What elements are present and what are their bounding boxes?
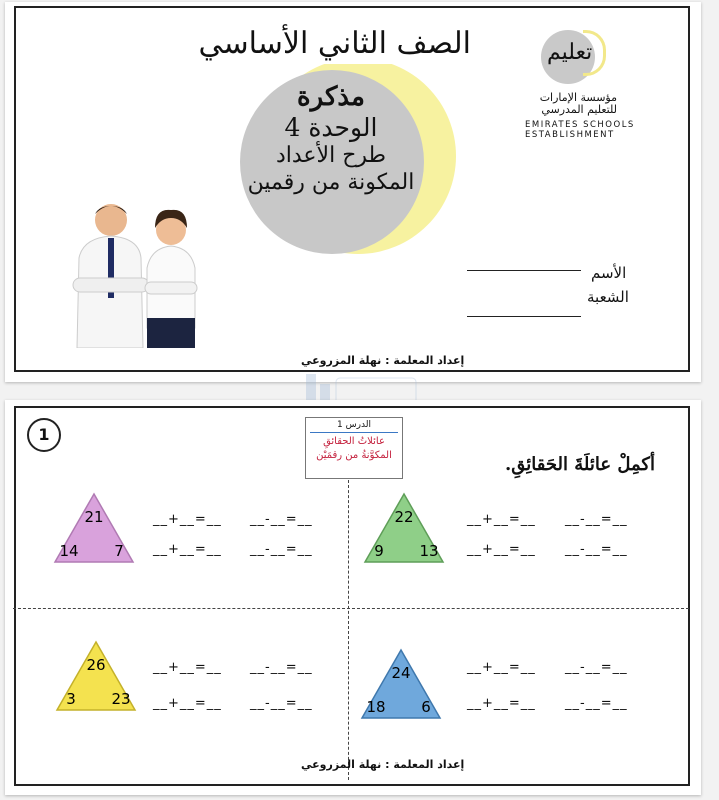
fact-triangle-22: [363, 492, 445, 564]
subtraction-blank[interactable]: __-__=__: [250, 542, 313, 557]
subtraction-blank[interactable]: __-__=__: [565, 542, 628, 557]
worksheet-footer: إعداد المعلمة : نهلة المزروعي: [301, 758, 465, 771]
students-illustration: [63, 198, 213, 348]
triangle-right-number: 13: [419, 542, 439, 560]
triangle-left-number: 9: [374, 542, 384, 560]
lesson-name: عائلاتُ الحقائقِ المكوَّنةُ من رقمَيْن: [316, 436, 392, 461]
triangle-top-number: 22: [394, 508, 414, 526]
memo-unit: الوحدة 4: [284, 113, 378, 143]
emirates-schools-logo: [523, 26, 635, 141]
triangle-right-number: 6: [421, 698, 431, 716]
lesson-box: [305, 417, 403, 479]
triangle-left-number: 3: [66, 690, 76, 708]
instruction-text: أكمِلْ عائلَةَ الحَقائِقِ.: [505, 454, 655, 475]
page-number: 1: [27, 418, 61, 452]
logo-word: تعليم: [547, 40, 593, 65]
triangle-left-number: 14: [59, 542, 79, 560]
fact-triangle-21: [53, 492, 135, 564]
lesson-label: الدرس 1: [310, 418, 398, 433]
section-label: الشعبة: [587, 288, 629, 306]
addition-blank[interactable]: __+__=__: [153, 696, 222, 711]
worksheet-page: [5, 400, 701, 795]
fact-triangle-26: [55, 640, 137, 712]
vertical-divider: [348, 480, 349, 780]
memo-label: مذكرة: [297, 82, 365, 112]
addition-blank[interactable]: __+__=__: [153, 660, 222, 675]
subtraction-blank[interactable]: __-__=__: [250, 696, 313, 711]
triangle-right-number: 7: [114, 542, 124, 560]
triangle-top-number: 24: [391, 664, 411, 682]
memo-topic-line1: طرح الأعداد: [275, 143, 387, 169]
addition-blank[interactable]: __+__=__: [467, 512, 536, 527]
name-label: الأسم: [591, 264, 627, 282]
triangle-right-number: 23: [111, 690, 131, 708]
grade-title: الصف الثاني الأساسي: [198, 26, 471, 61]
section-line[interactable]: [467, 316, 581, 317]
addition-blank[interactable]: __+__=__: [153, 542, 222, 557]
cover-footer: إعداد المعلمة : نهلة المزروعي: [301, 354, 465, 367]
addition-blank[interactable]: __+__=__: [153, 512, 222, 527]
addition-blank[interactable]: __+__=__: [467, 696, 536, 711]
logo-arabic-text: مؤسسة الإمارات للتعليم المدرسي: [539, 91, 617, 117]
triangle-top-number: 26: [86, 656, 106, 674]
subtraction-blank[interactable]: __-__=__: [565, 512, 628, 527]
subtraction-blank[interactable]: __-__=__: [565, 660, 628, 675]
memo-topic-line2: المكونة من رقمين: [247, 169, 415, 195]
subtraction-blank[interactable]: __-__=__: [250, 512, 313, 527]
cover-page: [5, 2, 701, 382]
subtraction-blank[interactable]: __-__=__: [250, 660, 313, 675]
logo-english-text: EMIRATES SCHOOLS ESTABLISHMENT: [525, 120, 635, 141]
subtraction-blank[interactable]: __-__=__: [565, 696, 628, 711]
fact-triangle-24: [360, 648, 442, 720]
addition-blank[interactable]: __+__=__: [467, 542, 536, 557]
horizontal-divider: [13, 608, 689, 609]
addition-blank[interactable]: __+__=__: [467, 660, 536, 675]
name-line[interactable]: [467, 270, 581, 271]
memo-title-block: [241, 82, 421, 196]
triangle-left-number: 18: [366, 698, 386, 716]
triangle-top-number: 21: [84, 508, 104, 526]
